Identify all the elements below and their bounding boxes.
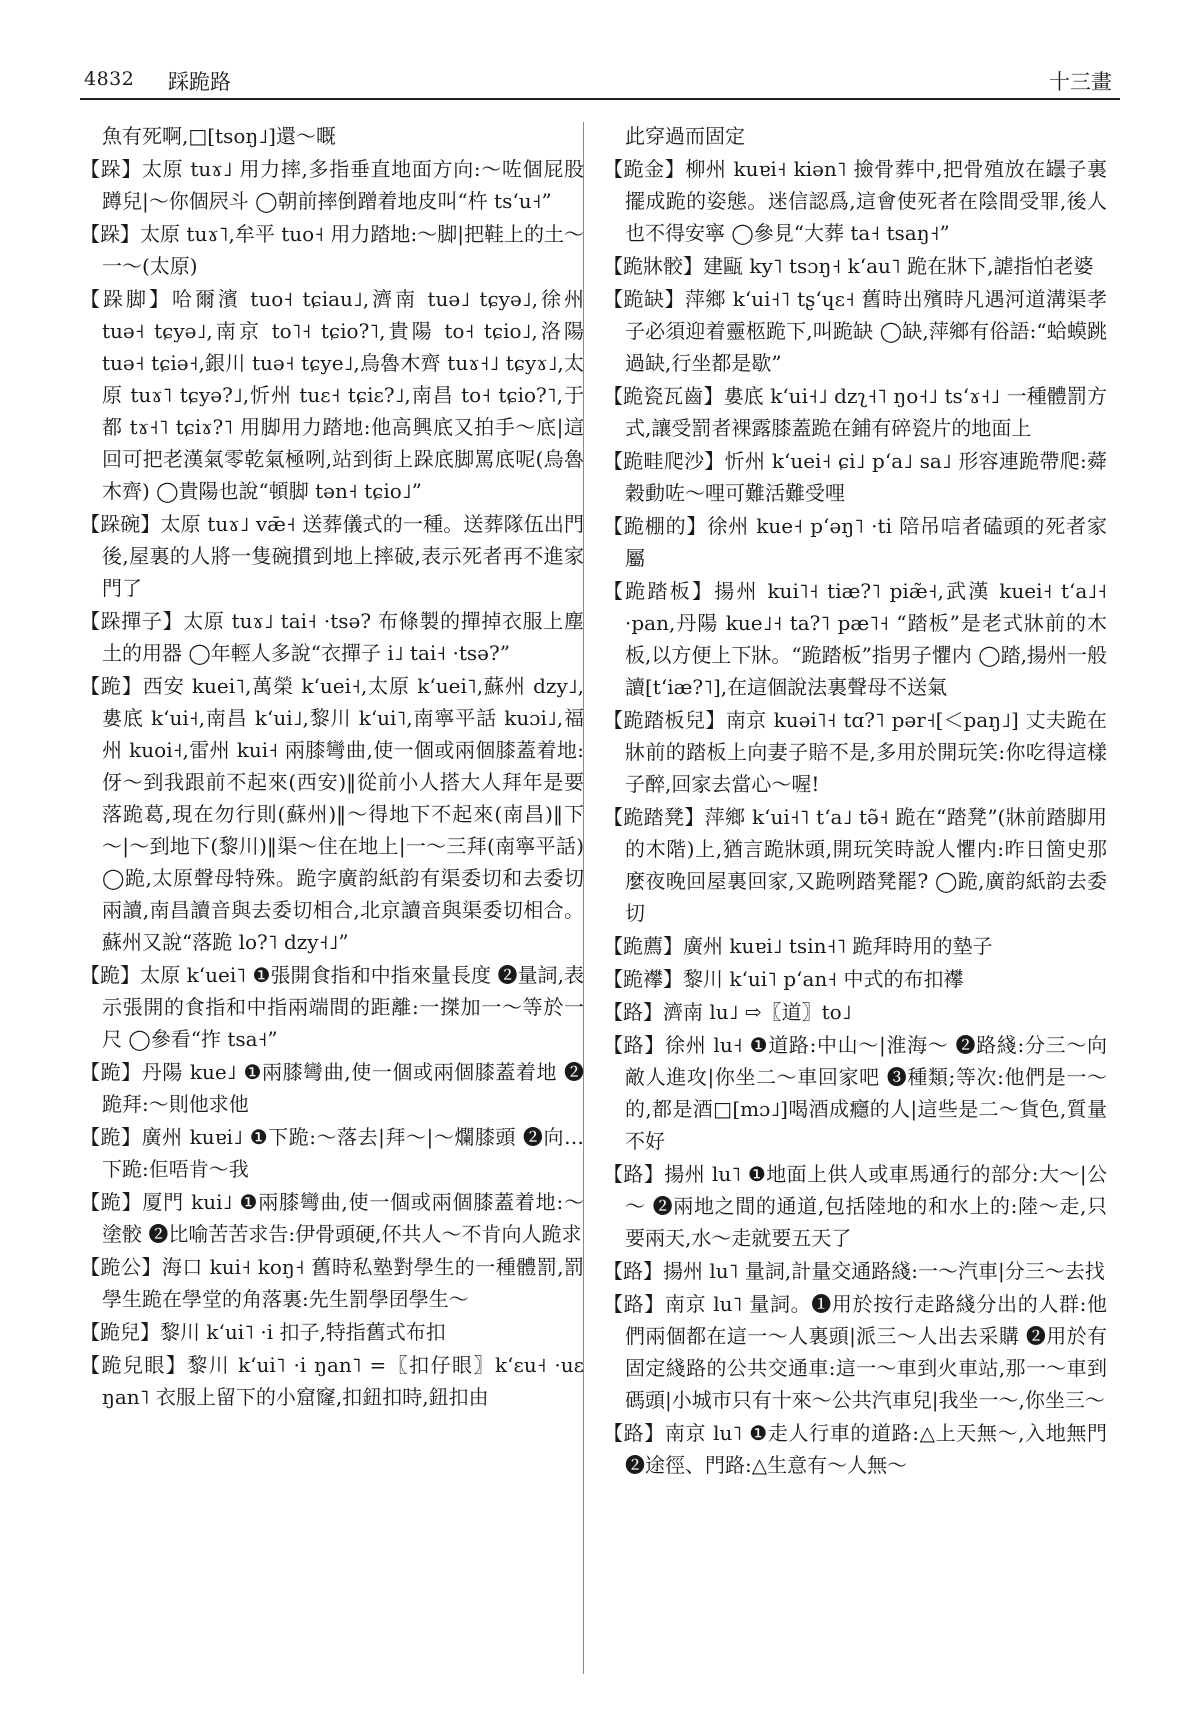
dictionary-entry: 【路】南京 lu˥ 量詞。❶用於按行走路綫分出的人群:他們兩個都在這一～人裏頭|派三～人出去采購 ❷用於有固定綫路的公共交通車:這一～車到火車站,那一～車到碼頭|小城市只有十來～公共汽車兒|我坐一～,你坐三～ (603, 1292, 1107, 1412)
dictionary-entry: 【跪踏凳】萍鄉 kʻui˧˥ tʻa˩ tə̃˧ 跪在“踏凳”(牀前踏脚用的木階)上,猶言跪牀頭,開玩笑時說人懼内:昨日箇史那麼夜晚回屋裏回家,又跪咧踏凳罷? ◯跪,廣韵紙韵去委切 (603, 805, 1107, 925)
right-continuation-text: 此穿過而固定 (625, 124, 745, 148)
page-number: 4832 (84, 68, 135, 90)
dictionary-entry: 【路】徐州 lu˧ ❶道路:中山～|淮海～ ❷路綫:分三～向敵人進攻|你坐二～車回家吧 ❸種類;等次:他們是一～的,都是酒□[mɔ˩]喝酒成癮的人|這些是二～貨色,質量不好 (603, 1033, 1107, 1153)
dictionary-entry: 【跪瓷瓦齒】婁底 kʻui˧˩ dzʅ˧˥ ŋo˧˩ tsʻɤ˧˩ 一種體罰方式,讓受罰者裸露膝蓋跪在鋪有碎瓷片的地面上 (603, 384, 1107, 440)
dictionary-entry: 【跪踏板兒】南京 kuəi˥˧ tɑ?˥ pər˧[＜paŋ˩] 丈夫跪在牀前的踏板上向妻子賠不是,多用於開玩笑:你吃得這樣子醉,回家去當心～喔! (603, 708, 1107, 796)
dictionary-entry: 【路】南京 lu˥ ❶走人行車的道路:△上天無～,入地無門 ❷途徑、門路:△生意有～人無～ (603, 1421, 1107, 1477)
dictionary-entry: 【跺碗】太原 tuɤ˩ vǣ˧ 送葬儀式的一種。送葬隊伍出門後,屋裏的人將一隻碗摜到地上摔破,表示死者再不進家門了 (80, 512, 584, 600)
dictionary-entry: 【路】揚州 lu˥ 量詞,計量交通路綫:一～汽車|分三～去找 (603, 1259, 1105, 1283)
dictionary-entry: 【跪金】柳州 kuɐi˧ kiən˥ 撿骨葬中,把骨殖放在罎子裏擺成跪的姿態。迷信認爲,這會使死者在陰間受罪,後人也不得安寧 ◯參見“大葬 ta˧ tsaŋ˧” (603, 157, 1107, 245)
stroke-count-section: 十三畫 (1049, 70, 1112, 94)
dictionary-entry: 【跪踏板】揚州 kui˥˧ tiæ?˥ piæ̃˧,武漢 kuei˧ tʻa˩˧ ·pan,丹陽 kue˩˧ ta?˥ pæ˥˧ “踏板”是老式牀前的木板,以方便上下牀。“跪踏板”指男子懼内 ◯踏,揚州一般讀[tʻiæ?˥],在這個說法裏聲母不送氣 (603, 579, 1107, 699)
dictionary-entry: 【跪公】海口 kui˧ koŋ˧ 舊時私塾對學生的一種體罰,罰學生跪在學堂的角落裏:先生罰學囝學生～ (80, 1255, 584, 1311)
dictionary-entry: 【跪兒】黎川 kʻui˥ ·i 扣子,特指舊式布扣 (80, 1320, 446, 1344)
dictionary-entry: 【跪牀骹】建甌 ky˥ tsɔŋ˧ kʻau˥ 跪在牀下,謔指怕老婆 (603, 254, 1094, 278)
dictionary-entry: 【跪兒眼】黎川 kʻui˥ ·i ŋan˥ =〖扣仔眼〗kʻɛu˧ ·uɛ ŋan˥ 衣服上留下的小窟窿,扣鈕扣時,鈕扣由 (80, 1353, 584, 1409)
dictionary-entry: 【跪棚的】徐州 kue˧ pʻəŋ˥ ·ti 陪吊唁者磕頭的死者家屬 (603, 514, 1107, 570)
dictionary-entry: 【跺】太原 tuɤ˥,牟平 tuo˧ 用力踏地:～脚|把鞋上的土～一～(太原) (80, 222, 584, 278)
dictionary-entry: 【跪】太原 kʻuei˥ ❶張開食指和中指來量長度 ❷量詞,表示張開的食指和中指兩端間的距離:一搩加一～等於一尺 ◯參看“拃 tsa˧” (80, 963, 584, 1051)
left-column (80, 120, 584, 1700)
dictionary-entry: 【跪襻】黎川 kʻui˥ pʻan˧ 中式的布扣襻 (603, 967, 964, 991)
dictionary-entry: 【跪】丹陽 kue˩ ❶兩膝彎曲,使一個或兩個膝蓋着地 ❷跪拜:～則他求他 (80, 1060, 584, 1116)
dictionary-entry: 【路】揚州 lu˥ ❶地面上供人或車馬通行的部分:大～|公～ ❷兩地之間的通道,包括陸地的和水上的:陸～走,只要兩天,水～走就要五天了 (603, 1162, 1107, 1250)
dictionary-entry: 【跪】厦門 kui˩ ❶兩膝彎曲,使一個或兩個膝蓋着地:～塗骹 ❷比喻苦苦求告:伊骨頭硬,伓共人～不肯向人跪求 (80, 1190, 584, 1246)
running-head-words: 踩跪路 (168, 70, 231, 94)
dictionary-entry: 【跪缺】萍鄉 kʻui˧˥ tʂʻɥɛ˧ 舊時出殯時凡遇河道溝渠孝子必須迎着靈柩跪下,叫跪缺 ◯缺,萍鄉有俗語:“蛤蟆跳過缺,行坐都是歇” (603, 287, 1107, 375)
dictionary-entry: 【跺撣子】太原 tuɤ˩ tai˧ ·tsə? 布條製的撣掉衣服上塵土的用器 ◯年輕人多說“衣撣子 i˩ tai˧ ·tsə?” (80, 609, 584, 665)
dictionary-entry: 【跪薦】廣州 kuɐi˩ tsin˧˥ 跪拜時用的墊子 (603, 934, 993, 958)
page-header (80, 64, 1120, 100)
right-column (603, 120, 1107, 1700)
dictionary-entry: 【跺】太原 tuɤ˩ 用力摔,多指垂直地面方向:～咗個屁股蹲兒|～你個屄斗 ◯朝前摔倒蹭着地皮叫“杵 tsʻu˧” (80, 157, 584, 213)
dictionary-entry: 【跪】西安 kuei˥,萬榮 kʻuei˧,太原 kʻuei˥,蘇州 dzy˩,婁底 kʻui˧,南昌 kʻui˩,黎川 kʻui˥,南寧平話 kuɔi˩,福州 kuoi˧,雷州 kui˧ 兩膝彎曲,使一個或兩個膝蓋着地:伢～到我跟前不起來(西安)‖從前小人搭大人拜年是要落跪葛,現在勿行則(蘇州)‖～得地下不起來(南昌)‖下～|～到地下(黎川)‖渠～住在地上|一～三拜(南寧平話) ◯跪,太原聲母特殊。跪字廣韵紙韵有渠委切和去委切兩讀,南昌讀音與去委切相合,北京讀音與渠委切相合。蘇州又說“落跪 lo?˥ dzy˧˩” (80, 674, 584, 954)
dictionary-entry: 【路】濟南 lu˩ ⇨〖道〗to˩ (603, 1000, 852, 1024)
dictionary-entry: 【跺脚】哈爾濱 tuo˧ tɕiau˩,濟南 tuə˩ tɕyə˩,徐州 tuə˧ tɕyə˩,南京 to˥˧ tɕio?˥,貴陽 to˧ tɕio˩,洛陽 tuə˧ tɕiə˧,銀川 tuə˧ tɕye˩,烏魯木齊 tuɤ˧˩ tɕyɤ˩,太原 tuɤ˥ tɕyə?˩,忻州 tuɛ˧ tɕiɛ?˩,南昌 to˧ tɕio?˥,于都 tɤ˧˥ tɕiɤ?˥ 用脚用力踏地:他高興底又拍手～底|這回可把老漢氣零乾氣極咧,站到街上跺底脚罵底呢(烏魯木齊) ◯貴陽也說“頓脚 tən˧ tɕio˩” (80, 287, 584, 503)
dictionary-entry: 【跪】廣州 kuɐi˩ ❶下跪:～落去|拜～|～爛膝頭 ❷向…下跪:佢唔肯～我 (80, 1125, 584, 1181)
dictionary-entry: 【跪畦爬沙】忻州 kʻuei˧ ɕi˩ pʻa˩ sa˩ 形容連跪帶爬:蕣穀動咗～哩可難活難受哩 (603, 449, 1107, 505)
left-continuation-text: 魚有死啊,□[tsoŋ˩]還～嘅 (102, 124, 336, 148)
